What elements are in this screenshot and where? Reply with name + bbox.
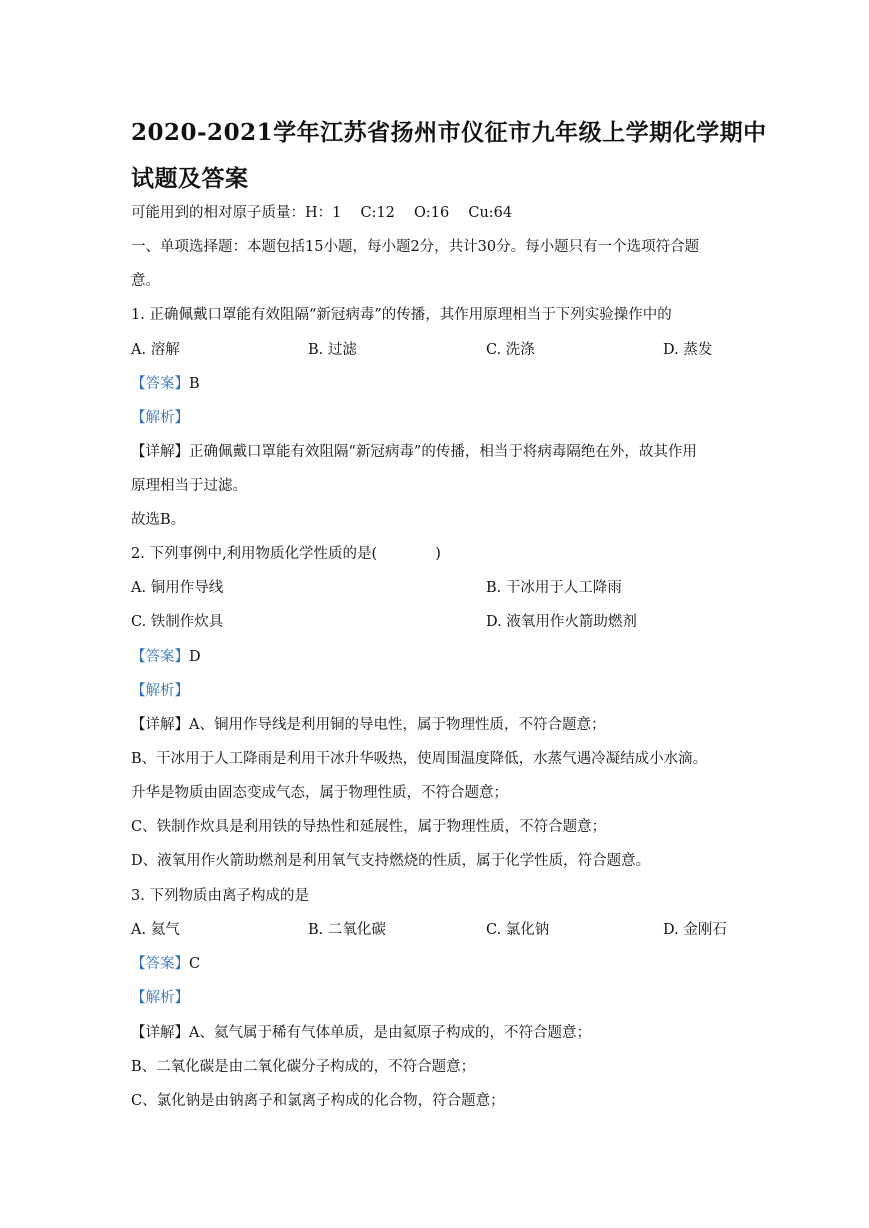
detail-tag: 【详解】 <box>131 444 189 460</box>
detail-tag: 【详解】 <box>131 1025 189 1041</box>
atomic-masses-note: 可能用到的相对原子质量：H：1 C:12 O:16 Cu:64 <box>131 205 513 221</box>
answer-tag: 【答案】 <box>131 376 189 392</box>
q1-detail-text-1: 正确佩戴口罩能有效阻隔“新冠病毒”的传播，相当于将病毒隔绝在外，故其作用 <box>189 444 697 460</box>
analysis-tag: 【解析】 <box>131 410 189 426</box>
q2-answer-value: D <box>189 649 201 665</box>
q2-detail-c: C、铁制作炊具是利用铁的导热性和延展性，属于物理性质，不符合题意； <box>131 819 607 835</box>
q2-detail-d: D、液氧用作火箭助燃剂是利用氧气支持燃烧的性质，属于化学性质，符合题意。 <box>131 853 651 869</box>
q2-detail-a <box>131 715 605 735</box>
q1-option-b: B. 过滤 <box>308 342 357 358</box>
q3-option-b: B. 二氧化碳 <box>308 922 386 938</box>
q1-option-d: D. 蒸发 <box>663 342 713 358</box>
q1-detail-line-1 <box>131 442 697 462</box>
q3-detail-b: B、二氧化碳是由二氧化碳分子构成的，不符合题意； <box>131 1059 476 1075</box>
detail-tag: 【详解】 <box>131 717 189 733</box>
q3-option-c: C. 氯化钠 <box>486 922 550 938</box>
q2-option-b: B. 干冰用于人工降雨 <box>486 580 622 596</box>
q2-detail-b-line-2: 升华是物质由固态变成气态，属于物理性质，不符合题意； <box>131 785 508 801</box>
q2-analysis-heading <box>131 681 189 701</box>
q2-stem: 2. 下列事例中,利用物质化学性质的是( ) <box>131 546 441 562</box>
q3-option-a: A. 氦气 <box>131 922 180 938</box>
q3-detail-c: C、氯化钠是由钠离子和氯离子构成的化合物，符合题意； <box>131 1093 505 1109</box>
q3-option-d: D. 金刚石 <box>663 922 727 938</box>
document-title-line-2: 试题及答案 <box>131 165 249 192</box>
q2-option-c: C. 铁制作炊具 <box>131 614 224 630</box>
q1-answer-value: B <box>189 376 200 392</box>
q3-detail-a-text: A、氦气属于稀有气体单质，是由氦原子构成的，不符合题意； <box>189 1025 591 1041</box>
q1-option-c: C. 洗涤 <box>486 342 535 358</box>
q1-conclusion: 故选B。 <box>131 512 186 528</box>
analysis-tag: 【解析】 <box>131 683 189 699</box>
section-heading-line-2: 意。 <box>131 273 160 289</box>
q1-answer <box>131 374 200 394</box>
q2-option-d: D. 液氧用作火箭助燃剂 <box>486 614 637 630</box>
answer-tag: 【答案】 <box>131 649 189 665</box>
q3-detail-a <box>131 1023 591 1043</box>
document-title-line-1: 2020-2021学年江苏省扬州市仪征市九年级上学期化学期中 <box>131 119 767 146</box>
q1-detail-line-2: 原理相当于过滤。 <box>131 478 247 494</box>
q1-stem: 1. 正确佩戴口罩能有效阻隔“新冠病毒”的传播，其作用原理相当于下列实验操作中的 <box>131 307 672 323</box>
section-heading-line-1: 一、单项选择题：本题包括15小题，每小题2分，共计30分。每小题只有一个选项符合题 <box>131 239 700 255</box>
q2-detail-a-text: A、铜用作导线是利用铜的导电性，属于物理性质，不符合题意； <box>189 717 606 733</box>
q2-option-a: A. 铜用作导线 <box>131 580 224 596</box>
q3-analysis-heading <box>131 988 189 1008</box>
q3-stem: 3. 下列物质由离子构成的是 <box>131 888 309 904</box>
q2-detail-b-line-1: B、干冰用于人工降雨是利用干冰升华吸热，使周围温度降低，水蒸气遇冷凝结成小水滴。 <box>131 751 708 767</box>
q3-answer-value: C <box>189 956 201 972</box>
q1-analysis-heading <box>131 408 189 428</box>
answer-tag: 【答案】 <box>131 956 189 972</box>
analysis-tag: 【解析】 <box>131 990 189 1006</box>
q1-option-a: A. 溶解 <box>131 342 180 358</box>
q2-answer <box>131 647 201 667</box>
q3-answer <box>131 954 200 974</box>
